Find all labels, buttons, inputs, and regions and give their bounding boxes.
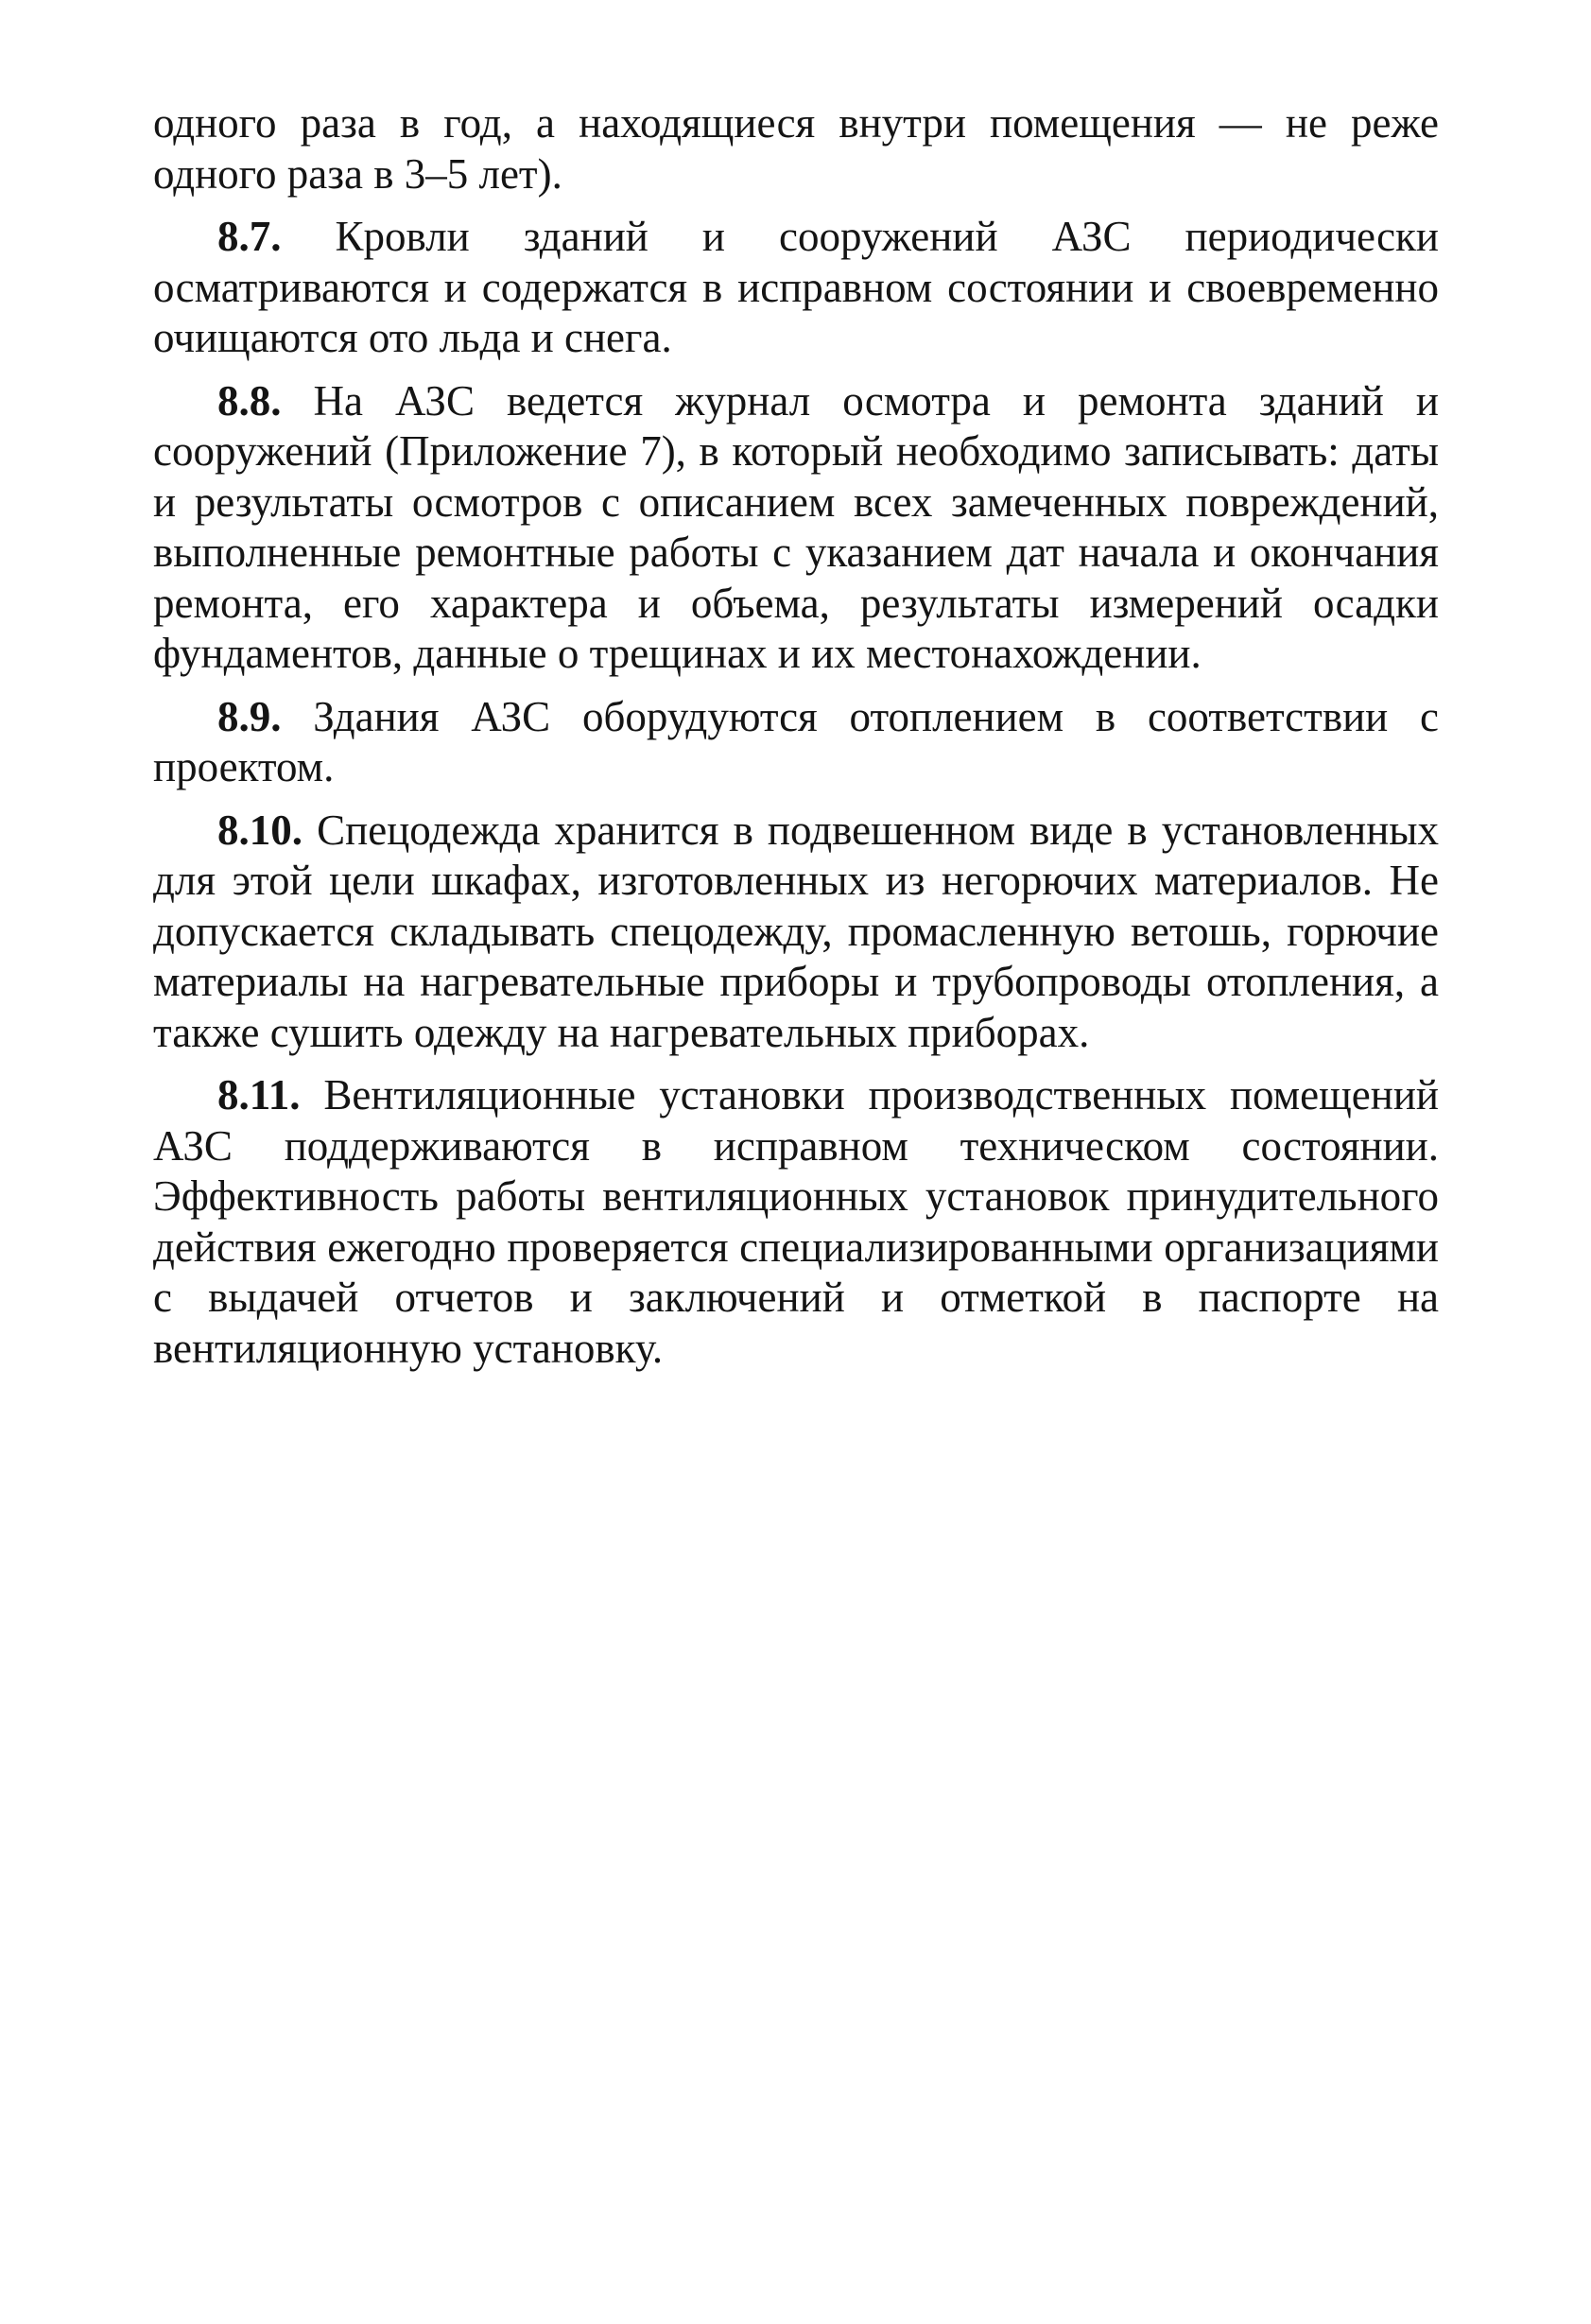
continuation-paragraph (153, 98, 1439, 199)
section-8-11 (153, 1070, 1439, 1374)
section-number: 8.9. (217, 692, 282, 740)
document-body (153, 98, 1439, 1386)
section-8-8 (153, 376, 1439, 680)
section-text: Кровли зданий и сооружений АЗС периодически осматриваются и содержатся в исправном состоянии и своевременно очищаются ото льда и снега. (153, 213, 1439, 361)
section-number: 8.11. (217, 1071, 301, 1119)
section-text: Вентиляционные установки производственных помещений АЗС поддерживаются в исправном техническом состоянии. Эффективность работы вентиляционных установок принудительного действия ежегодно проверяется специализированными организациями с выдачей отчетов и заключений и отметкой в паспорте на вентиляционную установку. (153, 1071, 1439, 1372)
section-text: Спецодежда хранится в подвешенном виде в установленных для этой цели шкафах, изготовленных из негорючих материалов. Не допускается складывать спецодежду, промасленную ветошь, горючие материалы на нагревательные приборы и трубопроводы отопления, а также сушить одежду на нагревательных приборах. (153, 806, 1440, 1056)
continuation-text: одного раза в год, а находящиеся внутри помещения — не реже одного раза в 3–5 лет). (153, 99, 1439, 198)
section-number: 8.10. (217, 806, 303, 854)
section-8-7 (153, 212, 1439, 364)
section-number: 8.8. (217, 376, 282, 425)
section-text: На АЗС ведется журнал осмотра и ремонта зданий и сооружений (Приложение 7), в который необходимо записывать: даты и результаты осмотров с описанием всех замеченных повреждений, выполненные ремонтные работы с указанием дат начала и окончания ремонта, его характера и объема, результаты измерений осадки фундаментов, данные о трещинах и их местонахождении. (153, 376, 1440, 677)
section-8-9 (153, 692, 1439, 793)
section-8-10 (153, 806, 1439, 1059)
section-text: Здания АЗС оборудуются отоплением в соответствии с проектом. (153, 692, 1439, 790)
section-number: 8.7. (217, 213, 282, 260)
